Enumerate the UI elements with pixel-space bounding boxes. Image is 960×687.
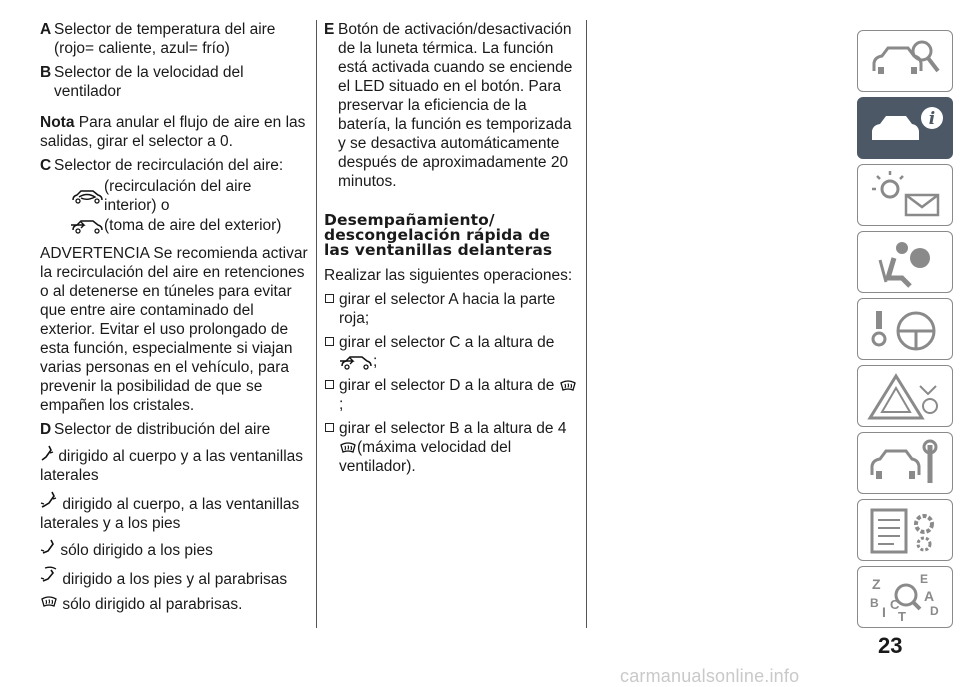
bullet-square-icon — [325, 423, 334, 432]
distribution-feet-windscreen-text: dirigido a los pies y al parabrisas — [62, 571, 288, 588]
svg-text:T: T — [898, 609, 906, 623]
distribution-body-feet-text: dirigido al cuerpo, a las ventanillas laterales y a los pies — [40, 496, 300, 532]
note-text: Para anular el flujo de aire en las salidas, girar el selector a 0. — [40, 114, 306, 150]
step-3-body — [339, 376, 580, 414]
column-divider-1 — [316, 20, 317, 628]
step-4 — [324, 419, 580, 476]
item-label-d: D — [40, 421, 52, 438]
svg-text:B: B — [870, 596, 879, 610]
item-label-c: C — [40, 157, 52, 174]
distribution-windscreen-text: sólo dirigido al parabrisas. — [62, 596, 243, 613]
step-2 — [324, 333, 580, 371]
car-search-icon — [866, 37, 946, 87]
vent-body-feet-icon — [40, 491, 58, 509]
step-2-end: ; — [373, 353, 378, 370]
tab-emergency[interactable] — [857, 365, 953, 427]
svg-text:D: D — [930, 604, 939, 618]
tab-index[interactable] — [857, 566, 953, 628]
svg-text:E: E — [920, 573, 929, 586]
item-label-b: B — [40, 64, 52, 81]
vent-feet-windscreen-icon — [40, 566, 58, 584]
windscreen-defrost-icon — [339, 441, 357, 455]
step-4-body — [339, 419, 580, 476]
bullet-square-icon — [325, 337, 334, 346]
right-column — [324, 0, 580, 481]
steering-wheel-icon — [866, 305, 946, 355]
tab-specs[interactable] — [857, 499, 953, 561]
item-e — [324, 20, 580, 191]
svg-text:A: A — [924, 588, 935, 604]
distribution-windscreen — [40, 595, 308, 614]
step-4-text: girar el selector B a la altura de 4 — [339, 420, 567, 437]
windscreen-defrost-icon — [559, 379, 577, 393]
tab-car-info[interactable] — [857, 97, 953, 159]
item-b — [40, 63, 308, 101]
car-wrench-icon — [866, 439, 946, 489]
tab-car-search[interactable] — [857, 30, 953, 92]
step-3-text: girar el selector D a la altura de — [339, 377, 555, 394]
step-2-body — [339, 333, 554, 371]
vent-body-icon — [40, 445, 54, 461]
svg-text:i: i — [928, 109, 936, 129]
watermark: carmanualsonline.info — [620, 666, 800, 686]
tab-steering[interactable] — [857, 298, 953, 360]
step-3 — [324, 376, 580, 414]
svg-text:Z: Z — [872, 576, 881, 592]
item-text-e: Botón de activación/desactivación de la luneta térmica. La función está activada cuando se enciende el LED situado en el botón. Para preservar la eficiencia de la batería, la función es temporizada y se desactiva automáticamente después de aproximadamente 20 minutos. — [338, 21, 573, 190]
distribution-feet-text: sólo dirigido a los pies — [60, 542, 213, 559]
item-text-c: Selector de recirculación del aire: — [54, 157, 284, 174]
note-paragraph — [40, 113, 308, 151]
item-d — [40, 420, 308, 439]
alphabet-index-icon — [866, 573, 946, 623]
bullet-square-icon — [325, 294, 334, 303]
tab-warning-lights[interactable] — [857, 164, 953, 226]
outside-air-icon — [70, 217, 104, 235]
recirculation-icon — [70, 187, 104, 205]
column-divider-2 — [586, 20, 587, 628]
outside-air-option-text: (toma de aire del exterior) — [104, 217, 282, 234]
distribution-feet-windscreen — [40, 566, 308, 589]
warning-triangle-icon — [866, 372, 946, 422]
distribution-body-feet — [40, 491, 308, 533]
tab-airbag-seat[interactable] — [857, 231, 953, 293]
item-text-d: Selector de distribución del aire — [54, 421, 271, 438]
vent-feet-icon — [40, 539, 56, 555]
left-column — [40, 0, 308, 619]
step-3-end: ; — [339, 396, 344, 413]
outside-air-icon — [339, 353, 373, 371]
airbag-seat-icon — [866, 238, 946, 288]
svg-text:I: I — [882, 604, 886, 620]
tab-maintenance[interactable] — [857, 432, 953, 494]
recirc-option-text: (recirculación del aire interior) o — [104, 178, 252, 214]
distribution-feet — [40, 539, 308, 560]
note-label: Nota — [40, 114, 75, 131]
recirc-option — [70, 177, 308, 215]
item-a — [40, 20, 308, 58]
item-label-a: A — [40, 21, 52, 38]
distribution-body — [40, 445, 308, 485]
item-text-b: Selector de la velocidad del ventilador — [54, 64, 244, 100]
item-c — [40, 156, 308, 175]
bullet-square-icon — [325, 380, 334, 389]
distribution-body-text: dirigido al cuerpo y a las ventanillas laterales — [40, 448, 304, 484]
step-1-text: girar el selector A hacia la parte roja; — [339, 291, 556, 327]
outside-air-option — [70, 216, 308, 235]
svg-text:C: C — [890, 597, 900, 612]
step-1 — [324, 290, 580, 328]
step-4-end: (máxima velocidad del ventilador). — [339, 439, 512, 475]
item-label-e: E — [324, 21, 335, 38]
warning-paragraph: ADVERTENCIA Se recomienda activar la recirculación del aire en retenciones o al detenerse en túneles para evitar que entre aire contaminado del exterior. Evitar el uso prolongado de esta función, especialmente si viajan varias personas en el vehículo, para prevenir la posibilidad de que se empañen los cristales. — [40, 245, 308, 414]
car-info-icon — [866, 104, 946, 154]
item-text-a: Selector de temperatura del aire (rojo= caliente, azul= frío) — [54, 21, 276, 57]
windscreen-defrost-icon — [40, 595, 58, 609]
warning-lights-icon — [866, 171, 946, 221]
section-heading: Desempañamiento/ descongelación rápida de las ventanillas delanteras — [324, 211, 553, 259]
step-2-text: girar el selector C a la altura de — [339, 334, 555, 351]
instructions-intro: Realizar las siguientes operaciones: — [324, 267, 573, 284]
specs-gear-icon — [866, 506, 946, 556]
page-number: 23 — [878, 633, 903, 658]
